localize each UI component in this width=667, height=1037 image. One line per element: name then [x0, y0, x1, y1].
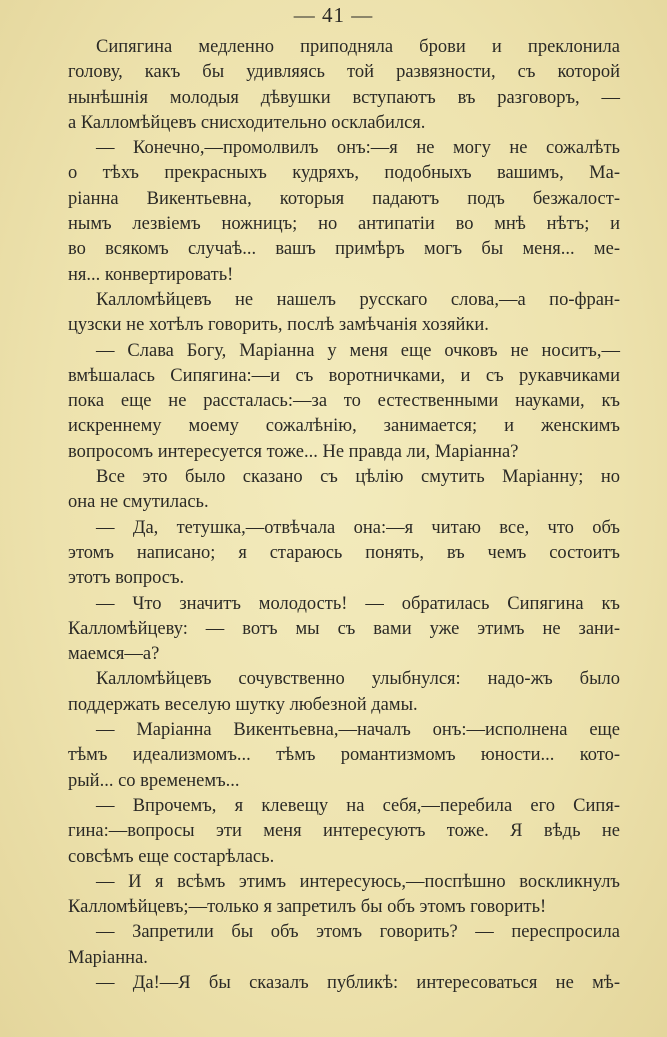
paragraph [68, 465, 620, 516]
text-line: — Да, тетушка,—отвѣчала она:—я читаю все, что объ [96, 517, 620, 538]
text-line: вмѣшалась Сипягина:—и съ воротничками, и съ рукавчиками [68, 365, 620, 386]
text-line: — Что значитъ молодость! — обратилась Сипягина къ [96, 593, 620, 614]
page-number: — 41 — [293, 3, 374, 27]
text-line: — Да!—Я бы сказалъ публикѣ: интересоваться не мѣ- [96, 972, 620, 993]
text-line: во всякомъ случаѣ... вашъ примѣръ могъ бы меня... ме- [68, 239, 620, 260]
text-line: Калломѣйцевъ сочувственно улыбнулся: надо-жъ было [96, 669, 620, 690]
text-line: голову, какъ бы удивляясь той развязности, съ которой [68, 62, 620, 83]
paragraph [68, 136, 620, 288]
paragraph [68, 667, 620, 718]
paragraph [68, 516, 620, 592]
paragraph [68, 592, 620, 668]
paragraph [68, 794, 620, 870]
text-line: Калломѣйцевъ не нашелъ русскаго слова,—а по-фран- [96, 289, 620, 310]
text-line: нымъ лезвіемъ ножницъ; но антипатіи во мнѣ нѣтъ; и [68, 214, 620, 235]
page-body-text [68, 35, 620, 996]
text-line: вопросомъ интересуется тоже... Не правда ли, Маріанна? [68, 441, 519, 462]
paragraph [68, 288, 620, 339]
text-line: гина:—вопросы эти меня интересуютъ тоже. Я вѣдь не [68, 821, 620, 842]
paragraph [68, 920, 620, 971]
text-line: — Запретили бы объ этомъ говорить? — переспросила [96, 922, 620, 943]
text-line: о тѣхъ прекрасныхъ кудряхъ, подобныхъ вашимъ, Ма- [68, 163, 620, 184]
text-line: поддержать веселую шутку любезной дамы. [68, 694, 418, 715]
text-line: совсѣмъ еще состарѣлась. [68, 846, 275, 867]
text-line: ріанна Викентьевна, которыя падаютъ подъ безжалост- [68, 188, 620, 209]
text-line: тѣмъ идеализмомъ... тѣмъ романтизмомъ юности... кото- [68, 745, 620, 766]
paragraph [68, 339, 620, 465]
text-line: — И я всѣмъ этимъ интересуюсь,—поспѣшно воскликнулъ [96, 871, 620, 892]
text-line: — Впрочемъ, я клевещу на себя,—перебила его Сипя- [96, 795, 620, 816]
text-line: этотъ вопросъ. [68, 568, 185, 589]
text-line: цузски не хотѣлъ говорить, послѣ замѣчанія хозяйки. [68, 315, 489, 336]
paragraph [68, 35, 620, 136]
text-line: этомъ написано; я стараюсь понять, въ чемъ состоитъ [68, 542, 620, 563]
text-line: Сипягина медленно приподняла брови и преклонила [96, 37, 620, 57]
text-line: Все это было сказано съ цѣлію смутить Маріанну; но [96, 467, 620, 488]
text-line: — Слава Богу, Маріанна у меня еще очковъ не носитъ,— [96, 340, 620, 361]
text-line: Калломѣйцеву: — вотъ мы съ вами уже этимъ не зани- [68, 618, 620, 639]
text-line: Калломѣйцевъ;—только я запретилъ бы объ этомъ говорить! [68, 897, 547, 918]
paragraph [68, 971, 620, 996]
text-line: — Маріанна Викентьевна,—началъ онъ:—исполнена еще [96, 720, 620, 741]
text-line: рый... со временемъ... [68, 770, 240, 791]
text-line: маемся—а? [68, 644, 160, 665]
paragraph [68, 870, 620, 921]
text-line: искреннему моему сожалѣнію, занимается; и женскимъ [68, 416, 620, 437]
text-line: а Калломѣйцевъ снисходительно осклабился. [68, 112, 426, 133]
paragraph [68, 718, 620, 794]
text-line: нынѣшнія молодыя дѣвушки вступаютъ въ разговоръ, — [68, 87, 620, 108]
text-line: Маріанна. [68, 947, 148, 968]
text-line: она не смутилась. [68, 492, 209, 513]
text-line: — Конечно,—промолвилъ онъ:—я не могу не сожалѣть [96, 138, 620, 159]
text-line: ня... конвертировать! [68, 264, 234, 285]
text-line: пока еще не рассталась:—за то естественными науками, къ [68, 391, 620, 412]
